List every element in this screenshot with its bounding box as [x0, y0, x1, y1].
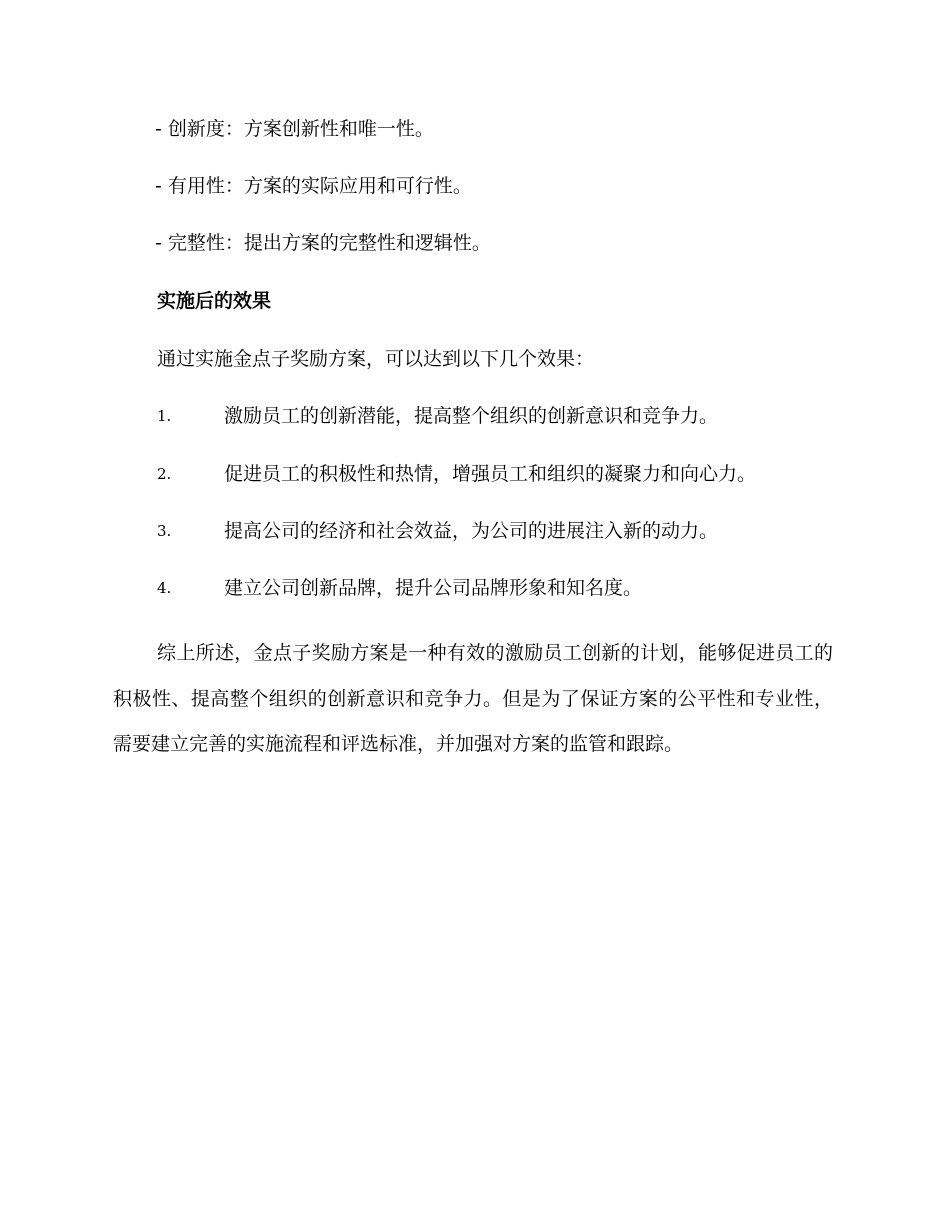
list-item-number: 2.	[157, 465, 172, 483]
list-item-number: 4.	[157, 579, 172, 597]
list-item-number: 3.	[157, 522, 172, 540]
summary-paragraph: 综上所述，金点子奖励方案是一种有效的激励员工创新的计划，能够促进员工的积极性、提高整个组织的创新意识和竞争力。但是为了保证方案的公平性和专业性，需要建立完善的实施流程和评选标准，并加强对方案的监管和跟踪。	[113, 642, 833, 755]
list-item-text: 建立公司创新品牌，提升公司品牌形象和知名度。	[224, 577, 643, 599]
criterion-innovation: - 创新度：方案创新性和唯一性。	[155, 118, 434, 140]
list-item-text: 促进员工的积极性和热情，增强员工和组织的凝聚力和向心力。	[224, 463, 757, 485]
section-heading: 实施后的效果	[157, 290, 272, 312]
section-intro: 通过实施金点子奖励方案，可以达到以下几个效果：	[157, 348, 595, 370]
list-item-text: 提高公司的经济和社会效益，为公司的进展注入新的动力。	[224, 520, 719, 542]
list-item-text: 激励员工的创新潜能，提高整个组织的创新意识和竞争力。	[224, 405, 719, 427]
criterion-usefulness: - 有用性：方案的实际应用和可行性。	[155, 175, 472, 197]
criterion-completeness: - 完整性：提出方案的完整性和逻辑性。	[155, 232, 491, 254]
list-item-number: 1.	[157, 407, 172, 425]
